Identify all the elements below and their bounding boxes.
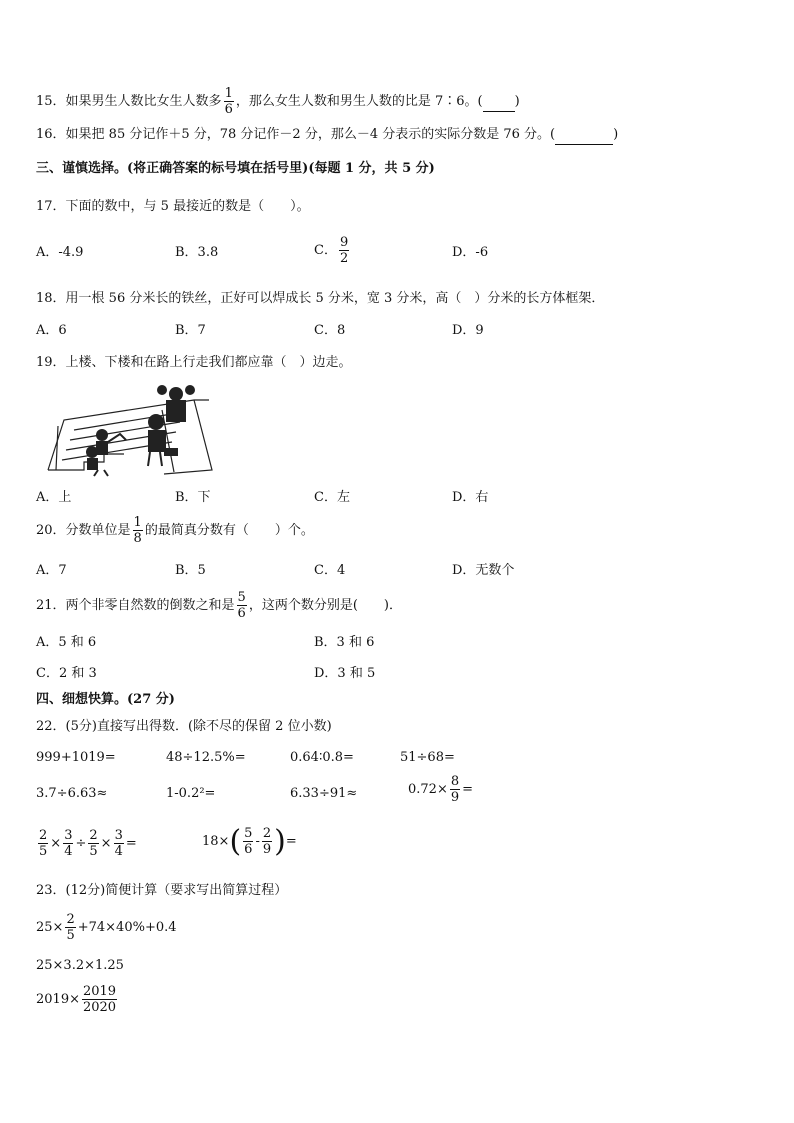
q16-number: 16． [36, 127, 66, 142]
q15-text-a: 如果男生人数比女生人数多 [65, 94, 222, 109]
q17-option-b[interactable]: B．3.8 [175, 245, 219, 260]
stairs-children-illustration-icon [44, 380, 214, 478]
q18-option-b[interactable]: B．7 [175, 323, 206, 338]
q20-option-a[interactable]: A．7 [36, 563, 67, 578]
section-3-title: 三、谨慎选择。(将正确答案的标号填在括号里) [36, 161, 309, 176]
q23-expr-1: 25× $\frac{2}{5}$ +74×40%+0.4 [36, 912, 177, 943]
question-17: 17．下面的数中，与 5 最接近的数是（ ）。 [36, 199, 310, 214]
question-18: 18．用一根 56 分米长的铁丝，正好可以焊成长 5 分米，宽 3 分米，高（ ）分米的长方体框架． [36, 291, 605, 306]
q19-option-c[interactable]: C．左 [314, 490, 350, 505]
q21-option-a[interactable]: A．5 和 6 [36, 635, 97, 650]
section-3-score: (每题 1 分，共 5 分) [308, 161, 435, 176]
q16-answer-blank[interactable] [555, 126, 613, 145]
q17-option-c-label: C． [314, 243, 337, 258]
q22-expr-9: $\frac{2}{5}$ × $\frac{3}{4}$ ÷ $\frac{2}{5}$ × $\frac{3}{4}$ = [39, 828, 137, 859]
q21-option-d[interactable]: D．3 和 5 [314, 666, 376, 681]
q22-expr-8: 0.72× $\frac{8}{9}$ = [408, 774, 474, 805]
q19-option-a[interactable]: A．上 [36, 490, 72, 505]
q22-expr-7: 6.33÷91≈ [290, 786, 358, 801]
question-16 [36, 126, 618, 145]
question-21 [36, 590, 402, 621]
q18-option-c[interactable]: C．8 [314, 323, 346, 338]
question-15 [36, 86, 520, 117]
question-19: 19．上楼、下楼和在路上行走我们都应靠（ ）边走。 [36, 355, 352, 370]
q15-answer-blank[interactable] [483, 93, 515, 112]
question-22: 22．(5分)直接写出得数．(除不尽的保留 2 位小数) [36, 719, 332, 734]
section-3-heading [36, 160, 435, 178]
q22-expr-3: 0.64∶0.8= [290, 750, 354, 765]
question-20 [36, 515, 314, 546]
q21-option-b[interactable]: B．3 和 6 [314, 635, 375, 650]
q20-text-b: 的最简真分数有（ ）个。 [144, 523, 314, 538]
q19-option-b[interactable]: B．下 [175, 490, 211, 505]
q20-option-d[interactable]: D．无数个 [452, 563, 515, 578]
q15-paren-left: ( [477, 94, 483, 109]
q18-option-a[interactable]: A．6 [36, 323, 67, 338]
q20-fraction: $\frac{1}{8}$ [133, 515, 142, 546]
q23-expr-2: 25×3.2×1.25 [36, 958, 124, 973]
q22-expr-1: 999+1019= [36, 750, 116, 765]
q21-option-c[interactable]: C．2 和 3 [36, 666, 97, 681]
q17-option-c-fraction: $\frac{9}{2}$ [339, 235, 349, 266]
q22-expr-4: 51÷68= [400, 750, 455, 765]
q17-option-c[interactable] [314, 235, 351, 266]
section-4-heading: 四、细想快算。(27 分) [36, 692, 175, 707]
q22-expr-5: 3.7÷6.63≈ [36, 786, 108, 801]
q20-option-b[interactable]: B．5 [175, 563, 206, 578]
q21-fraction: $\frac{5}{6}$ [237, 590, 246, 621]
q15-number: 15． [36, 94, 66, 109]
q19-option-d[interactable]: D．右 [452, 490, 489, 505]
q22-expr-6: 1-0.2²= [166, 786, 216, 801]
q20-option-c[interactable]: C．4 [314, 563, 346, 578]
question-23: 23．(12分)简便计算（要求写出简算过程） [36, 883, 288, 898]
q15-text-b: ，那么女生人数和男生人数的比是 7∶6。 [235, 94, 478, 109]
q21-text-b: ，这两个数分别是( )． [248, 598, 402, 613]
q18-option-d[interactable]: D．9 [452, 323, 484, 338]
q15-fraction: $\frac{1}{6}$ [224, 86, 233, 117]
q17-option-a[interactable]: A．-4.9 [36, 245, 84, 260]
q23-expr-3: 2019× $\frac{2019}{2020}$ [36, 984, 117, 1015]
q15-paren-right: ) [514, 94, 520, 109]
q22-expr-10: 18×( $\frac{5}{6}$ - $\frac{2}{9}$ )= [202, 823, 297, 859]
q22-expr-2: 48÷12.5%= [166, 750, 246, 765]
q16-text: 如果把 85 分记作＋5 分，78 分记作－2 分，那么－4 分表示的实际分数是 76 分。 [65, 127, 551, 142]
q21-text-a: 21．两个非零自然数的倒数之和是 [36, 598, 235, 613]
q17-option-d[interactable]: D．-6 [452, 245, 489, 260]
q16-paren-left: ( [550, 127, 556, 142]
q16-paren-right: ) [613, 127, 619, 142]
q20-text-a: 20．分数单位是 [36, 523, 131, 538]
